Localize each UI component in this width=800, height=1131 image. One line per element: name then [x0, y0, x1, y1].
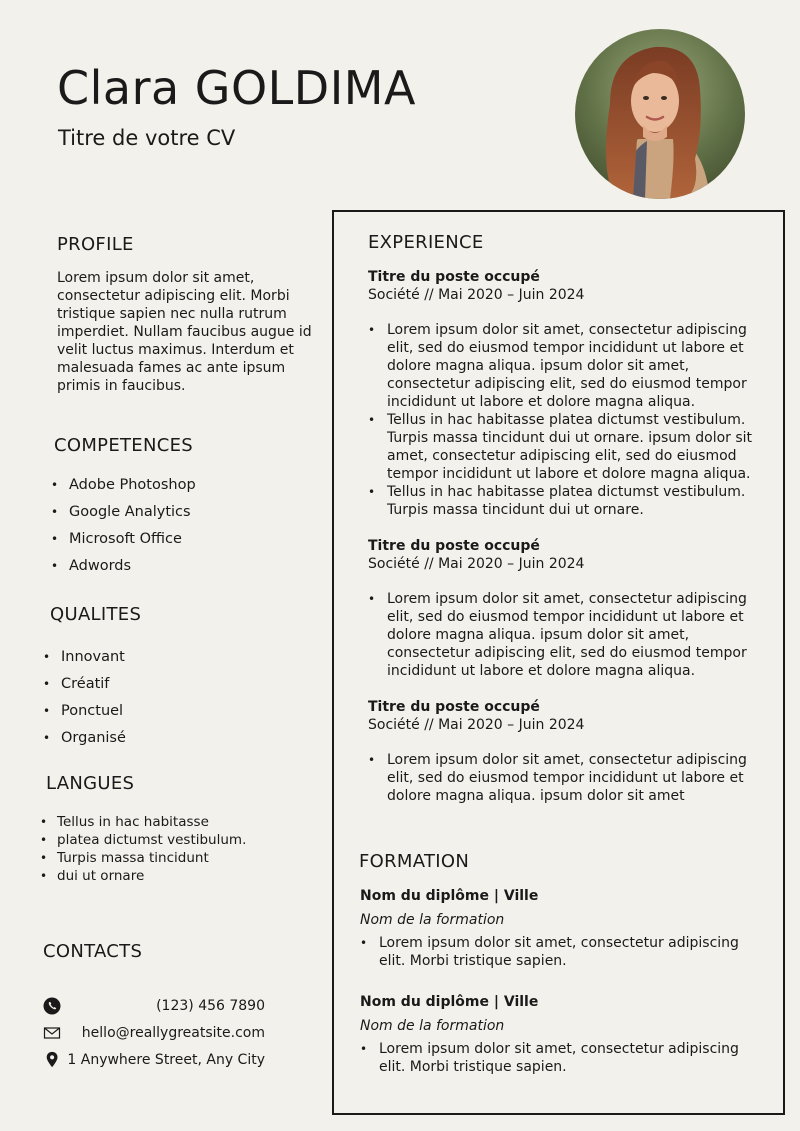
langues-heading: LANGUES [46, 773, 135, 794]
mail-icon [43, 1024, 63, 1042]
cv-title: Titre de votre CV [58, 126, 236, 150]
langues-list [40, 813, 246, 885]
formation-bullets [360, 1040, 760, 1076]
contact-phone [43, 996, 265, 1016]
profile-photo [575, 29, 745, 199]
formation-entry [360, 887, 760, 970]
list-item: • Créatif [43, 671, 126, 698]
job-title: Titre du poste occupé [368, 538, 540, 554]
job-entry [368, 698, 758, 805]
job-company-dates: Société // Mai 2020 – Juin 2024 [368, 556, 585, 572]
list-item: • Tellus in hac habitasse platea dictumst vestibulum. Turpis massa tincidunt dui ut ornare. [368, 483, 758, 519]
street-address: 1 Anywhere Street, Any City [67, 1052, 265, 1068]
degree-title: Nom du diplôme | Ville [360, 994, 539, 1010]
qualites-heading: QUALITES [50, 604, 142, 625]
formation-entry [360, 993, 760, 1076]
list-item: • Tellus in hac habitasse [40, 813, 246, 831]
formation-name: Nom de la formation [360, 912, 505, 928]
list-item: • Lorem ipsum dolor sit amet, consectetur adipiscing elit. Morbi tristique sapien. [360, 934, 760, 970]
phone-icon [43, 997, 63, 1015]
job-title: Titre du poste occupé [368, 269, 540, 285]
formation-name: Nom de la formation [360, 1018, 505, 1034]
list-item: • Innovant [43, 644, 126, 671]
job-company-dates: Société // Mai 2020 – Juin 2024 [368, 717, 585, 733]
list-item: • platea dictumst vestibulum. [40, 831, 246, 849]
list-item: • Turpis massa tincidunt [40, 849, 246, 867]
formation-heading: FORMATION [359, 851, 470, 872]
list-item: • Lorem ipsum dolor sit amet, consectetur adipiscing elit, sed do eiusmod tempor incididunt ut labore et dolore magna aliqua. ipsum dolor sit amet, consectetur adipiscing elit, sed do eiusmod tempor incididunt ut labore et dolore magna aliqua. [368, 321, 758, 411]
job-bullets [368, 590, 758, 680]
list-item: • Tellus in hac habitasse platea dictumst vestibulum. Turpis massa tincidunt dui ut ornare. ipsum dolor sit amet, consectetur adipiscing elit, sed do eiusmod tempor incididunt ut labore et dolore magna aliqua. [368, 411, 758, 483]
phone-number[interactable]: (123) 456 7890 [156, 998, 265, 1014]
job-entry [368, 537, 758, 680]
location-pin-icon [43, 1051, 63, 1069]
profile-heading: PROFILE [57, 234, 134, 255]
formation-bullets [360, 934, 760, 970]
list-item: • Lorem ipsum dolor sit amet, consectetur adipiscing elit. Morbi tristique sapien. [360, 1040, 760, 1076]
list-item: • Microsoft Office [51, 526, 196, 553]
competences-heading: COMPETENCES [54, 435, 193, 456]
experience-heading: EXPERIENCE [368, 232, 484, 253]
degree-title: Nom du diplôme | Ville [360, 888, 539, 904]
candidate-name: Clara GOLDIMA [57, 61, 416, 115]
job-company-dates: Société // Mai 2020 – Juin 2024 [368, 287, 585, 303]
contact-address [43, 1050, 265, 1070]
contact-email [43, 1023, 265, 1043]
job-bullets [368, 321, 758, 519]
qualites-list [43, 644, 126, 752]
email-address[interactable]: hello@reallygreatsite.com [81, 1025, 265, 1041]
profile-text: Lorem ipsum dolor sit amet, consectetur adipiscing elit. Morbi tristique sapien nec nulla rutrum imperdiet. Nullam faucibus augue id velit luctus maximus. Interdum et malesuada fames ac ante ipsum primis in faucibus. [57, 270, 312, 394]
job-entry [368, 268, 758, 519]
list-item: • dui ut ornare [40, 867, 246, 885]
list-item: • Adobe Photoshop [51, 472, 196, 499]
list-item: • Ponctuel [43, 698, 126, 725]
contacts-heading: CONTACTS [43, 941, 143, 962]
job-bullets [368, 751, 758, 805]
list-item: • Lorem ipsum dolor sit amet, consectetur adipiscing elit, sed do eiusmod tempor incididunt ut labore et dolore magna aliqua. ipsum dolor sit amet [368, 751, 758, 805]
list-item: • Lorem ipsum dolor sit amet, consectetur adipiscing elit, sed do eiusmod tempor incididunt ut labore et dolore magna aliqua. ipsum dolor sit amet, consectetur adipiscing elit, sed do eiusmod tempor incididunt ut labore et dolore magna aliqua. [368, 590, 758, 680]
list-item: • Adwords [51, 553, 196, 580]
competences-list [51, 472, 196, 580]
list-item: • Google Analytics [51, 499, 196, 526]
job-title: Titre du poste occupé [368, 699, 540, 715]
list-item: • Organisé [43, 725, 126, 752]
